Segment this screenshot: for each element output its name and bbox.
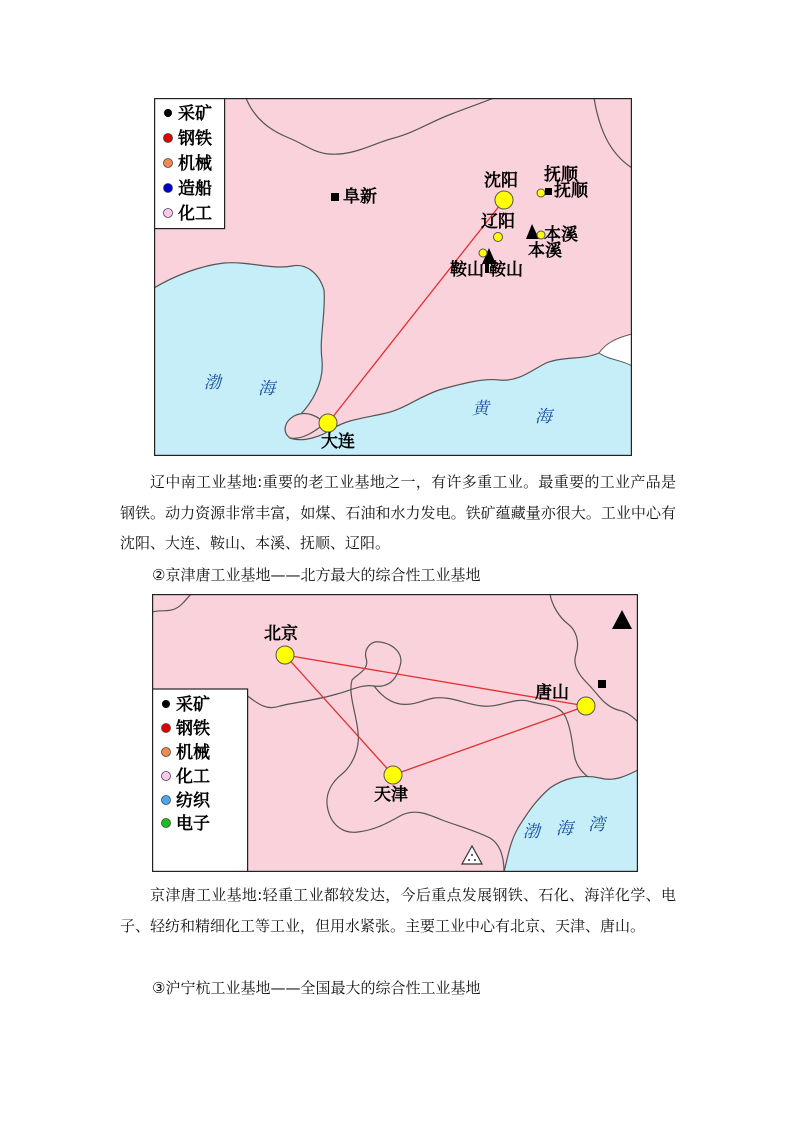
tianjin-city-marker xyxy=(384,766,402,784)
legend-dot-machinery xyxy=(164,159,173,168)
legend-dot-steel xyxy=(162,724,171,733)
legend-label-machinery: 机械 xyxy=(176,743,210,763)
anshan-city-marker xyxy=(479,249,487,257)
legend-dot-shipbuilding xyxy=(164,184,173,193)
legend-label-steel: 钢铁 xyxy=(178,129,212,149)
bohai-label-2: 海 xyxy=(258,379,275,399)
legend-label-textile: 纺织 xyxy=(176,791,210,811)
liaozhongnan-map xyxy=(154,98,632,456)
anshan-label-a: 鞍山 xyxy=(450,260,484,280)
legend-dot-textile xyxy=(162,796,171,805)
huanghai-label-2: 海 xyxy=(535,407,552,427)
liaoyang-label: 辽阳 xyxy=(481,212,515,232)
huanghai-label-1: 黄 xyxy=(472,399,489,419)
beijing-city-marker xyxy=(276,646,294,664)
legend-label-mining: 采矿 xyxy=(178,104,212,124)
benxi-label-b: 本溪 xyxy=(528,241,562,261)
jingjintang-description: 京津唐工业基地:轻重工业都较发达，今后重点发展钢铁、石化、海洋化学、电子、轻纺和精细化工等工业，但用水紧张。主要工业中心有北京、天津、唐山。 xyxy=(120,886,676,935)
legend-label-mining: 采矿 xyxy=(176,695,210,715)
dalian-city-marker xyxy=(319,414,337,432)
tangshan-city-marker xyxy=(577,697,595,715)
shenyang-city-marker xyxy=(495,191,513,209)
fushun-square-marker xyxy=(545,188,552,195)
fushun-label-b: 抚顺 xyxy=(554,181,588,201)
outlined-triangle-dot xyxy=(471,854,473,856)
legend xyxy=(153,689,248,871)
tangshan-square-marker xyxy=(598,680,606,688)
fuxin-label: 阜新 xyxy=(343,187,377,207)
legend-dot-chemical xyxy=(162,772,171,781)
legend xyxy=(155,99,225,229)
legend-label-machinery: 机械 xyxy=(178,154,212,174)
bohai-label-1: 渤 xyxy=(204,373,221,393)
legend-dot-electronics xyxy=(162,819,171,828)
legend-label-chemical: 化工 xyxy=(178,204,212,224)
legend-dot-mining xyxy=(162,700,170,708)
beijing-label: 北京 xyxy=(264,624,298,644)
tangshan-label: 唐山 xyxy=(535,683,569,703)
dalian-label: 大连 xyxy=(321,432,355,452)
jingjintang-heading: ②京津唐工业基地——北方最大的综合性工业基地 xyxy=(152,566,481,584)
outlined-triangle-dot xyxy=(474,859,476,861)
liaoyang-city-marker xyxy=(494,233,503,242)
bohaiwan-label-2: 海 xyxy=(556,819,573,839)
legend-label-electronics: 电子 xyxy=(176,814,210,834)
legend-dot-mining xyxy=(164,109,172,117)
fushun-label-a: 抚顺 xyxy=(544,165,578,185)
fuxin-square-marker xyxy=(331,193,339,201)
benxi-label-a: 本溪 xyxy=(544,225,578,245)
anshan-label-b: 鞍山 xyxy=(489,260,523,280)
liaozhongnan-description: 辽中南工业基地:重要的老工业基地之一，有许多重工业。最重要的工业产品是钢铁。动力资源非常丰富，如煤、石油和水力发电。铁矿蕴藏量亦很大。工业中心有沈阳、大连、鞍山、本溪、抚顺、辽阳。 xyxy=(120,473,676,552)
legend-dot-steel xyxy=(164,134,173,143)
legend-dot-chemical xyxy=(164,209,173,218)
bohaiwan-label-3: 湾 xyxy=(588,815,605,835)
legend-dot-machinery xyxy=(162,748,171,757)
huningHang-heading: ③沪宁杭工业基地——全国最大的综合性工业基地 xyxy=(152,979,481,997)
shenyang-label: 沈阳 xyxy=(484,171,518,191)
jingjintang-map xyxy=(152,594,638,872)
legend-label-chemical: 化工 xyxy=(176,767,210,787)
legend-label-shipbuilding: 造船 xyxy=(178,179,212,199)
bohaiwan-label-1: 渤 xyxy=(523,822,540,842)
outlined-triangle-dot xyxy=(468,859,470,861)
legend-label-steel: 钢铁 xyxy=(176,719,210,739)
fushun-city-marker xyxy=(537,189,545,197)
tianjin-label: 天津 xyxy=(374,785,408,805)
